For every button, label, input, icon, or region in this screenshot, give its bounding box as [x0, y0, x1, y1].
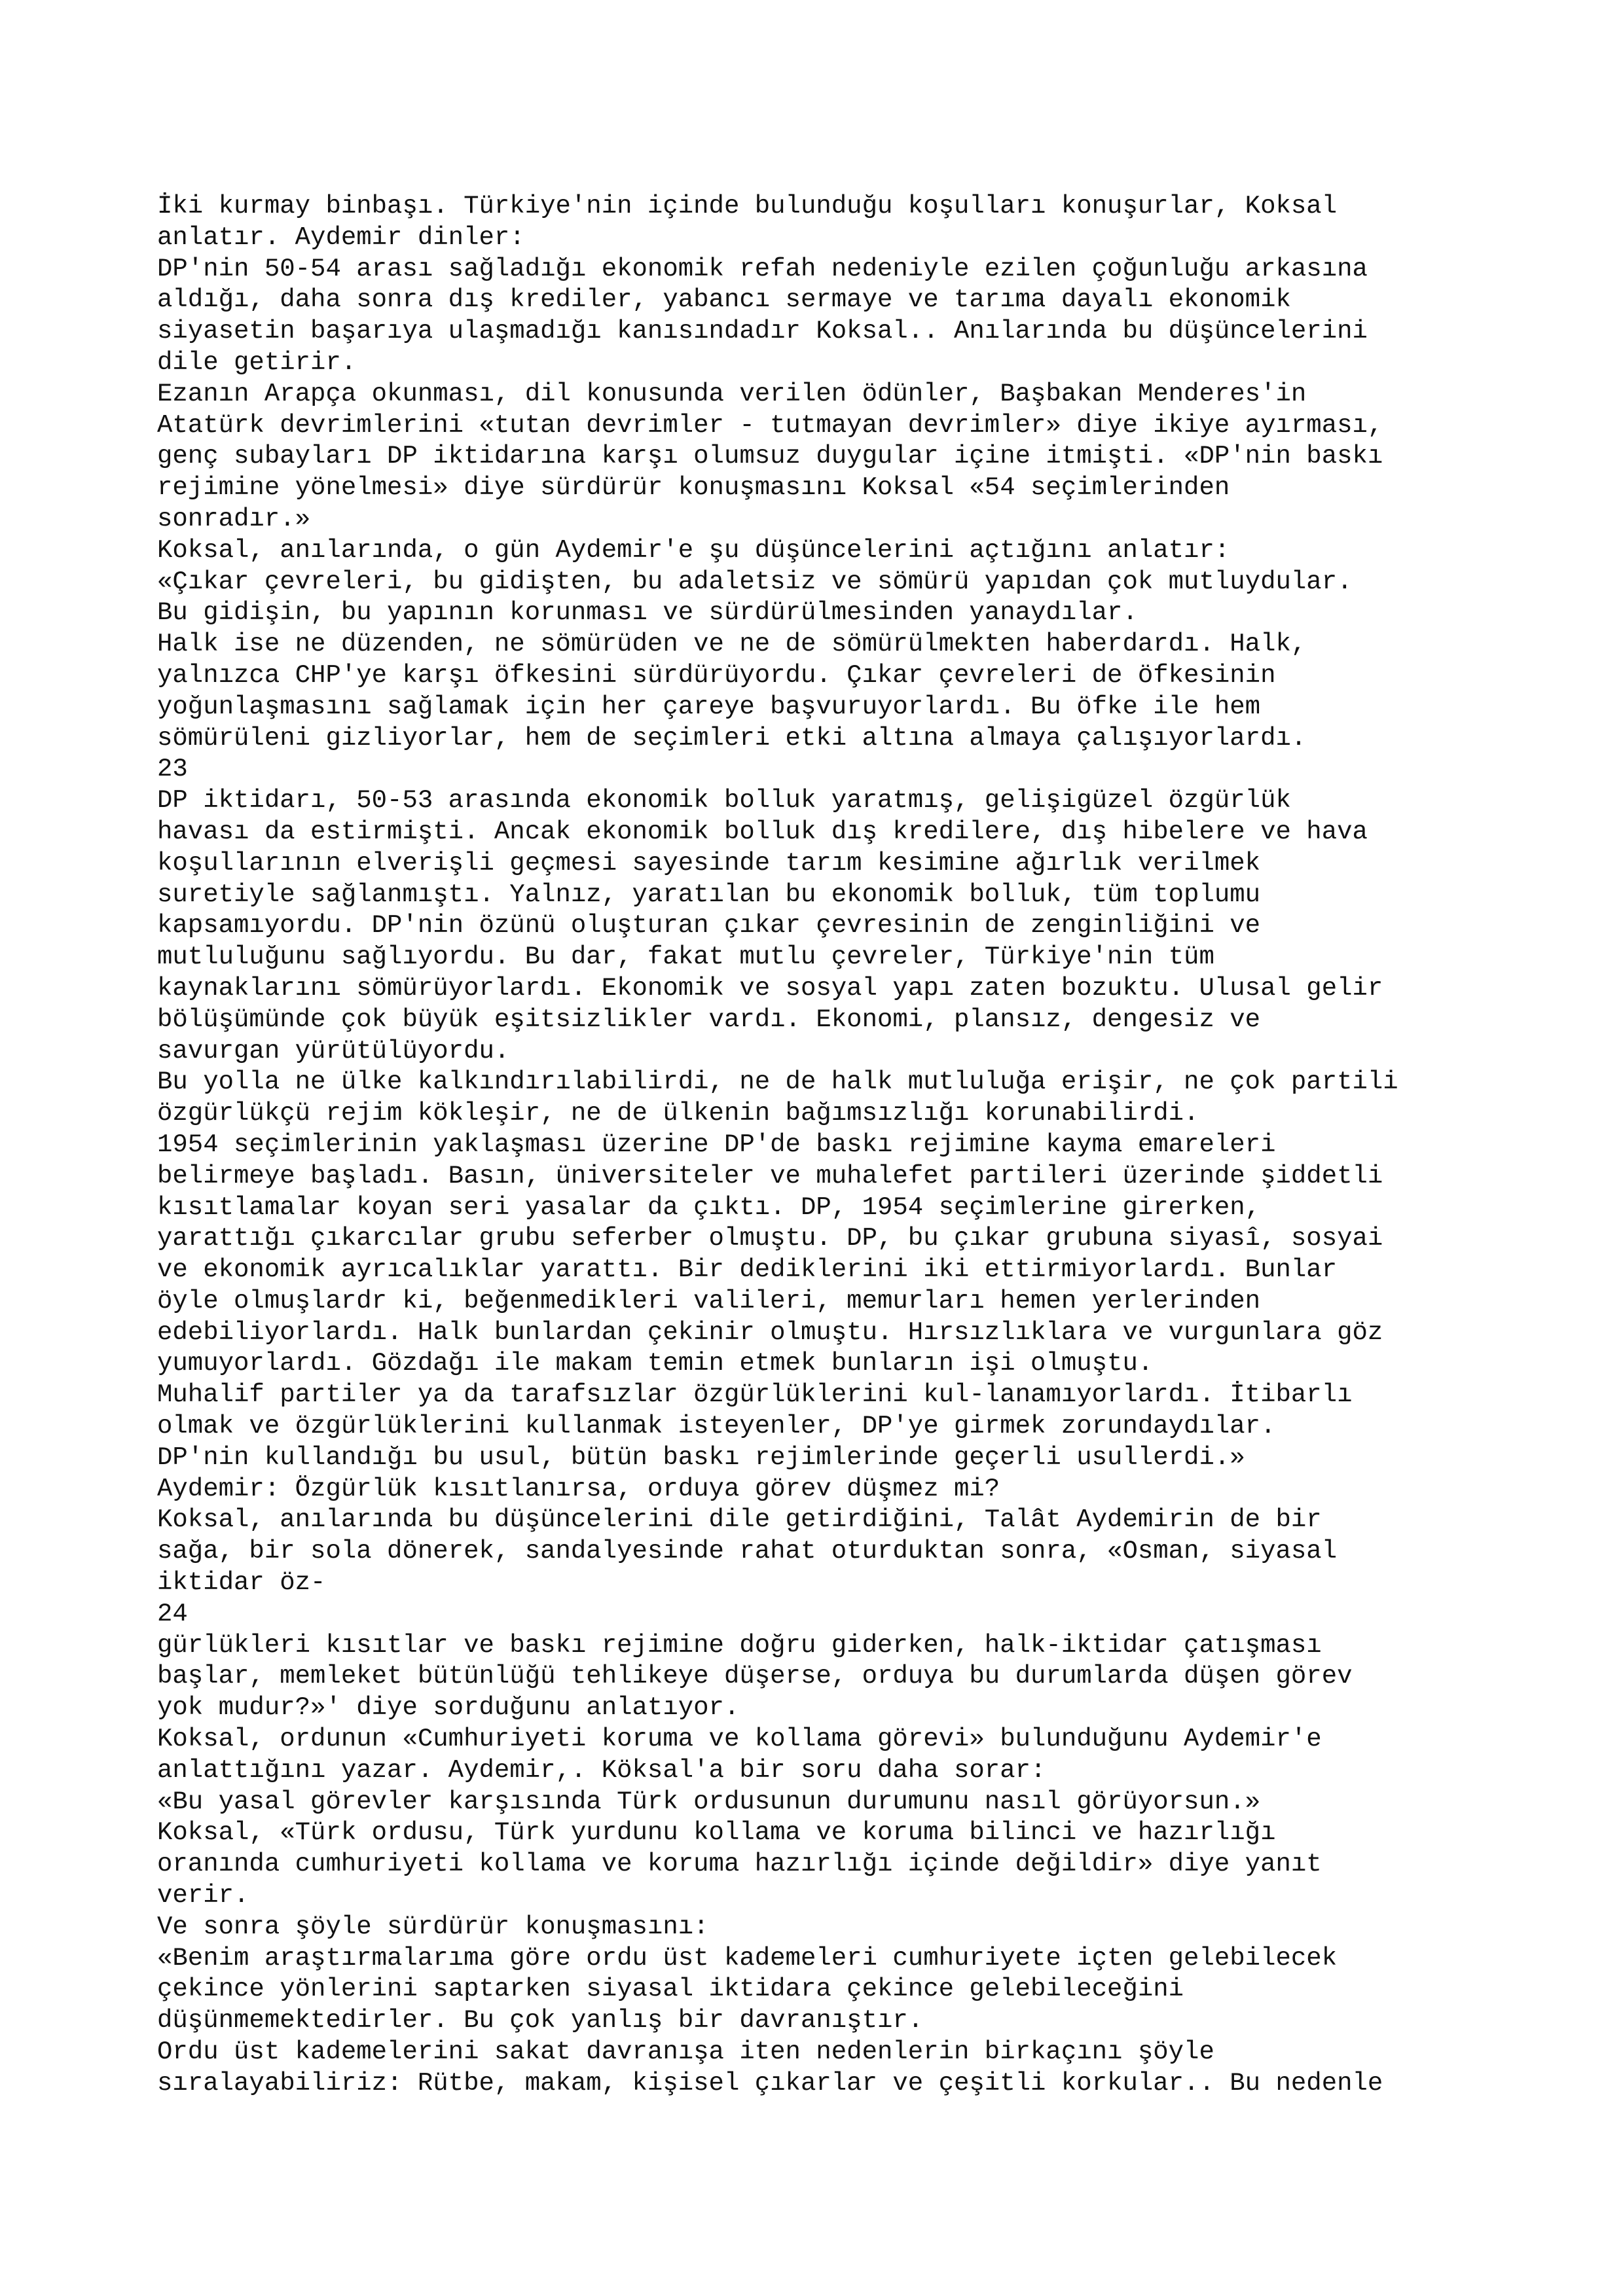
text-line: 23 — [157, 755, 188, 784]
text-line: anlatır. Aydemir dinler: — [157, 223, 525, 252]
text-line: yalnızca CHP'ye karşı öfkesini sürdürüyordu. Çıkar çevreleri de öfkesinin — [157, 660, 1276, 690]
text-line: iktidar öz- — [157, 1568, 326, 1598]
text-line: yarattığı çıkarcılar grubu seferber olmuştu. DP, bu çıkar grubuna siyasî, sosyai — [157, 1224, 1383, 1253]
text-line: belirmeye başladı. Basın, üniversiteler ve muhalefet partileri üzerinde şiddetli — [157, 1161, 1383, 1191]
text-line: Halk ise ne düzenden, ne sömürüden ve ne de sömürülmekten haberdardı. Halk, — [157, 630, 1307, 659]
text-line: Koksal, ordunun «Cumhuriyeti koruma ve kollama görevi» bulunduğunu Aydemir'e — [157, 1725, 1322, 1754]
text-line: Ezanın Arapça okunması, dil konusunda verilen ödünler, Başbakan Menderes'in — [157, 379, 1307, 408]
text-line: Ve sonra şöyle sürdürür konuşmasını: — [157, 1912, 709, 1941]
text-line: başlar, memleket bütünlüğü tehlikeye düşerse, orduya bu durumlarda düşen görev — [157, 1662, 1353, 1691]
text-line: aldığı, daha sonra dış krediler, yabancı sermaye ve tarıma dayalı ekonomik — [157, 285, 1291, 315]
text-line: yumuyorlardı. Gözdağı ile makam temin etmek bunların işi olmuştu. — [157, 1349, 1154, 1378]
text-line: oranında cumhuriyeti kollama ve koruma hazırlığı içinde değildir» diye yanıt — [157, 1850, 1322, 1879]
text-line: düşünmemektedirler. Bu çok yanlış bir davranıştır. — [157, 2006, 924, 2036]
text-line: sağa, bir sola dönerek, sandalyesinde rahat oturduktan sonra, «Osman, siyasal — [157, 1537, 1338, 1566]
text-line: İki kurmay binbaşı. Türkiye'nin içinde bulunduğu koşulları konuşurlar, Koksal — [157, 192, 1338, 221]
text-line: öyle olmuşlardr ki, beğenmedikleri valileri, memurları hemen yerlerinden — [157, 1286, 1261, 1316]
text-line: yoğunlaşmasını sağlamak için her çareye başvuruyorlardı. Bu öfke ile hem — [157, 692, 1261, 721]
text-line: dile getirir. — [157, 348, 357, 377]
text-line: gürlükleri kısıtlar ve baskı rejimine doğru giderken, halk-iktidar çatışması — [157, 1630, 1322, 1660]
text-line: kaynaklarını sömürüyorlardı. Ekonomik ve sosyal yapı zaten bozuktu. Ulusal gelir — [157, 973, 1383, 1003]
text-line: «Çıkar çevreleri, bu gidişten, bu adaletsiz ve sömürü yapıdan çok mutluydular. — [157, 567, 1353, 596]
text-line: sömürüleni gizliyorlar, hem de seçimleri etki altına almaya çalışıyorlardı. — [157, 723, 1307, 753]
text-line: koşullarının elverişli geçmesi sayesinde tarım kesimine ağırlık verilmek — [157, 848, 1261, 878]
text-line: savurgan yürütülüyordu. — [157, 1036, 510, 1066]
text-line: havası da estirmişti. Ancak ekonomik bolluk dış kredilere, dış hibelere ve hava — [157, 817, 1368, 846]
text-line: Aydemir: Özgürlük kısıtlanırsa, orduya görev düşmez mi? — [157, 1474, 1000, 1503]
text-line: «Bu yasal görevler karşısında Türk ordusunun durumunu nasıl görüyorsun.» — [157, 1787, 1261, 1816]
text-line: Atatürk devrimlerini «tutan devrimler - tutmayan devrimler» diye ikiye ayırması, — [157, 410, 1383, 440]
text-line: Bu gidişin, bu yapının korunması ve sürdürülmesinden yanaydılar. — [157, 598, 1138, 628]
document-body-text — [157, 191, 1611, 2100]
text-line: suretiyle sağlanmıştı. Yalnız, yaratılan bu ekonomik bolluk, tüm toplumu — [157, 880, 1261, 909]
text-line: Ordu üst kademelerini sakat davranışa iten nedenlerin birkaçını şöyle — [157, 2037, 1214, 2067]
text-line: çekince yönlerini saptarken siyasal iktidara çekince gelebileceğini — [157, 1975, 1184, 2004]
text-line: Koksal, anılarında bu düşüncelerini dile getirdiğini, Talât Aydemirin de bir — [157, 1505, 1322, 1535]
text-line: DP'nin kullandığı bu usul, bütün baskı rejimlerinde geçerli usullerdi.» — [157, 1443, 1245, 1472]
text-line: kısıtlamalar koyan seri yasalar da çıktı. DP, 1954 seçimlerine girerken, — [157, 1193, 1261, 1222]
text-line: 1954 seçimlerinin yaklaşması üzerine DP'de baskı rejimine kayma emareleri — [157, 1130, 1276, 1159]
text-line: anlattığını yazar. Aydemir,. Köksal'a bir soru daha sorar: — [157, 1755, 1046, 1785]
text-line: «Benim araştırmalarıma göre ordu üst kademeleri cumhuriyete içten gelebilecek — [157, 1943, 1338, 1973]
text-line: 24 — [157, 1599, 188, 1628]
text-line: DP iktidarı, 50-53 arasında ekonomik bolluk yaratmış, gelişigüzel özgürlük — [157, 786, 1291, 816]
text-line: Koksal, anılarında, o gün Aydemir'e şu düşüncelerini açtığını anlatır: — [157, 535, 1230, 565]
text-line: edebiliyorlardı. Halk bunlardan çekinir olmuştu. Hırsızlıklara ve vurgunlara göz — [157, 1318, 1383, 1347]
text-line: yok mudur?»' diye sorduğunu anlatıyor. — [157, 1693, 740, 1723]
text-line: özgürlükçü rejim kökleşir, ne de ülkenin bağımsızlığı korunabilirdi. — [157, 1099, 1199, 1128]
text-line: verir. — [157, 1881, 249, 1910]
text-line: ve ekonomik ayrıcalıklar yarattı. Bir dediklerini iki ettirmiyorlardı. Bunlar — [157, 1255, 1338, 1285]
text-line: sonradır.» — [157, 504, 311, 533]
text-line: olmak ve özgürlüklerini kullanmak isteyenler, DP'ye girmek zorundaydılar. — [157, 1412, 1276, 1441]
text-line: kapsamıyordu. DP'nin özünü oluşturan çıkar çevresinin de zenginliğini ve — [157, 911, 1261, 941]
text-line: genç subayları DP iktidarına karşı olumsuz duygular içine itmişti. «DP'nin baskı — [157, 442, 1383, 471]
text-line: DP'nin 50-54 arası sağladığı ekonomik refah nedeniyle ezilen çoğunluğu arkasına — [157, 254, 1368, 283]
text-line: rejimine yönelmesi» diye sürdürür konuşmasını Koksal «54 seçimlerinden — [157, 473, 1230, 503]
text-line: sıralayabiliriz: Rütbe, makam, kişisel çıkarlar ve çeşitli korkular.. Bu nedenle — [157, 2068, 1383, 2098]
text-line: Bu yolla ne ülke kalkındırılabilirdi, ne de halk mutluluğa erişir, ne çok partili — [157, 1067, 1398, 1097]
text-line: Koksal, «Türk ordusu, Türk yurdunu kollama ve koruma bilinci ve hazırlığı — [157, 1818, 1276, 1848]
text-line: mutluluğunu sağlıyordu. Bu dar, fakat mutlu çevreler, Türkiye'nin tüm — [157, 942, 1214, 972]
text-line: Muhalif partiler ya da tarafsızlar özgürlüklerini kul-lanamıyorlardı. İtibarlı — [157, 1380, 1353, 1410]
text-line: bölüşümünde çok büyük eşitsizlikler vardı. Ekonomi, plansız, dengesiz ve — [157, 1005, 1261, 1034]
text-line: siyasetin başarıya ulaşmadığı kanısındadır Koksal.. Anılarında bu düşüncelerini — [157, 317, 1368, 346]
